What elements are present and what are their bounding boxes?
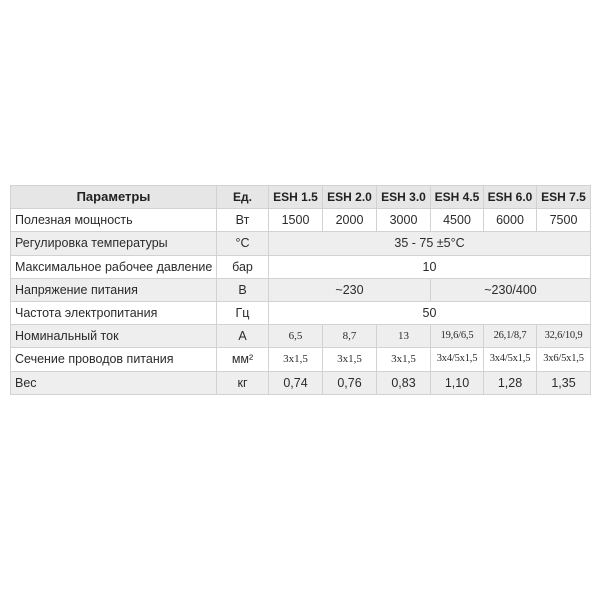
- row-parameter: Полезная мощность: [11, 209, 217, 232]
- row-value: 3x6/5x1,5: [537, 348, 591, 371]
- table-row: [11, 348, 591, 371]
- header-model-esh-7-5: ESH 7.5: [537, 186, 591, 209]
- row-unit: А: [217, 325, 269, 348]
- table-row: [11, 325, 591, 348]
- row-value: 26,1/8,7: [484, 325, 537, 348]
- table-row: [11, 371, 591, 394]
- row-value: 3x1,5: [269, 348, 323, 371]
- header-model-esh-3-0: ESH 3.0: [377, 186, 431, 209]
- row-value: 3x4/5x1,5: [431, 348, 484, 371]
- row-merged-value: 35 - 75 ±5°C: [269, 232, 591, 255]
- row-parameter: Номинальный ток: [11, 325, 217, 348]
- header-unit: Ед.: [217, 186, 269, 209]
- row-value: 1,28: [484, 371, 537, 394]
- row-value: 32,6/10,9: [537, 325, 591, 348]
- row-unit: бар: [217, 255, 269, 278]
- row-value: 4500: [431, 209, 484, 232]
- row-unit: °C: [217, 232, 269, 255]
- row-value: 3x4/5x1,5: [484, 348, 537, 371]
- header-model-esh-1-5: ESH 1.5: [269, 186, 323, 209]
- row-value: 0,74: [269, 371, 323, 394]
- row-parameter: Напряжение питания: [11, 278, 217, 301]
- row-value: 3x1,5: [323, 348, 377, 371]
- row-value: 3000: [377, 209, 431, 232]
- table-row: [11, 209, 591, 232]
- table-row: [11, 278, 591, 301]
- row-value: 8,7: [323, 325, 377, 348]
- row-value: 1,10: [431, 371, 484, 394]
- header-parameter: Параметры: [11, 186, 217, 209]
- row-unit: Гц: [217, 301, 269, 324]
- row-value: 19,6/6,5: [431, 325, 484, 348]
- row-value: 0,83: [377, 371, 431, 394]
- row-value: 7500: [537, 209, 591, 232]
- row-unit: В: [217, 278, 269, 301]
- header-model-esh-4-5: ESH 4.5: [431, 186, 484, 209]
- row-unit: Вт: [217, 209, 269, 232]
- row-parameter: Регулировка температуры: [11, 232, 217, 255]
- header-model-esh-6-0: ESH 6.0: [484, 186, 537, 209]
- specifications-table: [10, 185, 591, 395]
- table-row: [11, 301, 591, 324]
- row-unit: кг: [217, 371, 269, 394]
- row-value: 6000: [484, 209, 537, 232]
- row-value: 13: [377, 325, 431, 348]
- row-value: 0,76: [323, 371, 377, 394]
- row-unit: мм²: [217, 348, 269, 371]
- row-value: 2000: [323, 209, 377, 232]
- row-merged-value: 50: [269, 301, 591, 324]
- header-row: [11, 186, 591, 209]
- row-parameter: Сечение проводов питания: [11, 348, 217, 371]
- row-group-value: ~230: [269, 278, 431, 301]
- row-group-value: ~230/400: [431, 278, 591, 301]
- row-parameter: Частота электропитания: [11, 301, 217, 324]
- row-value: 3x1,5: [377, 348, 431, 371]
- row-value: 6,5: [269, 325, 323, 348]
- row-parameter: Максимальное рабочее давление: [11, 255, 217, 278]
- header-model-esh-2-0: ESH 2.0: [323, 186, 377, 209]
- table-row: [11, 232, 591, 255]
- row-value: 1,35: [537, 371, 591, 394]
- row-value: 1500: [269, 209, 323, 232]
- row-merged-value: 10: [269, 255, 591, 278]
- table-row: [11, 255, 591, 278]
- row-parameter: Вес: [11, 371, 217, 394]
